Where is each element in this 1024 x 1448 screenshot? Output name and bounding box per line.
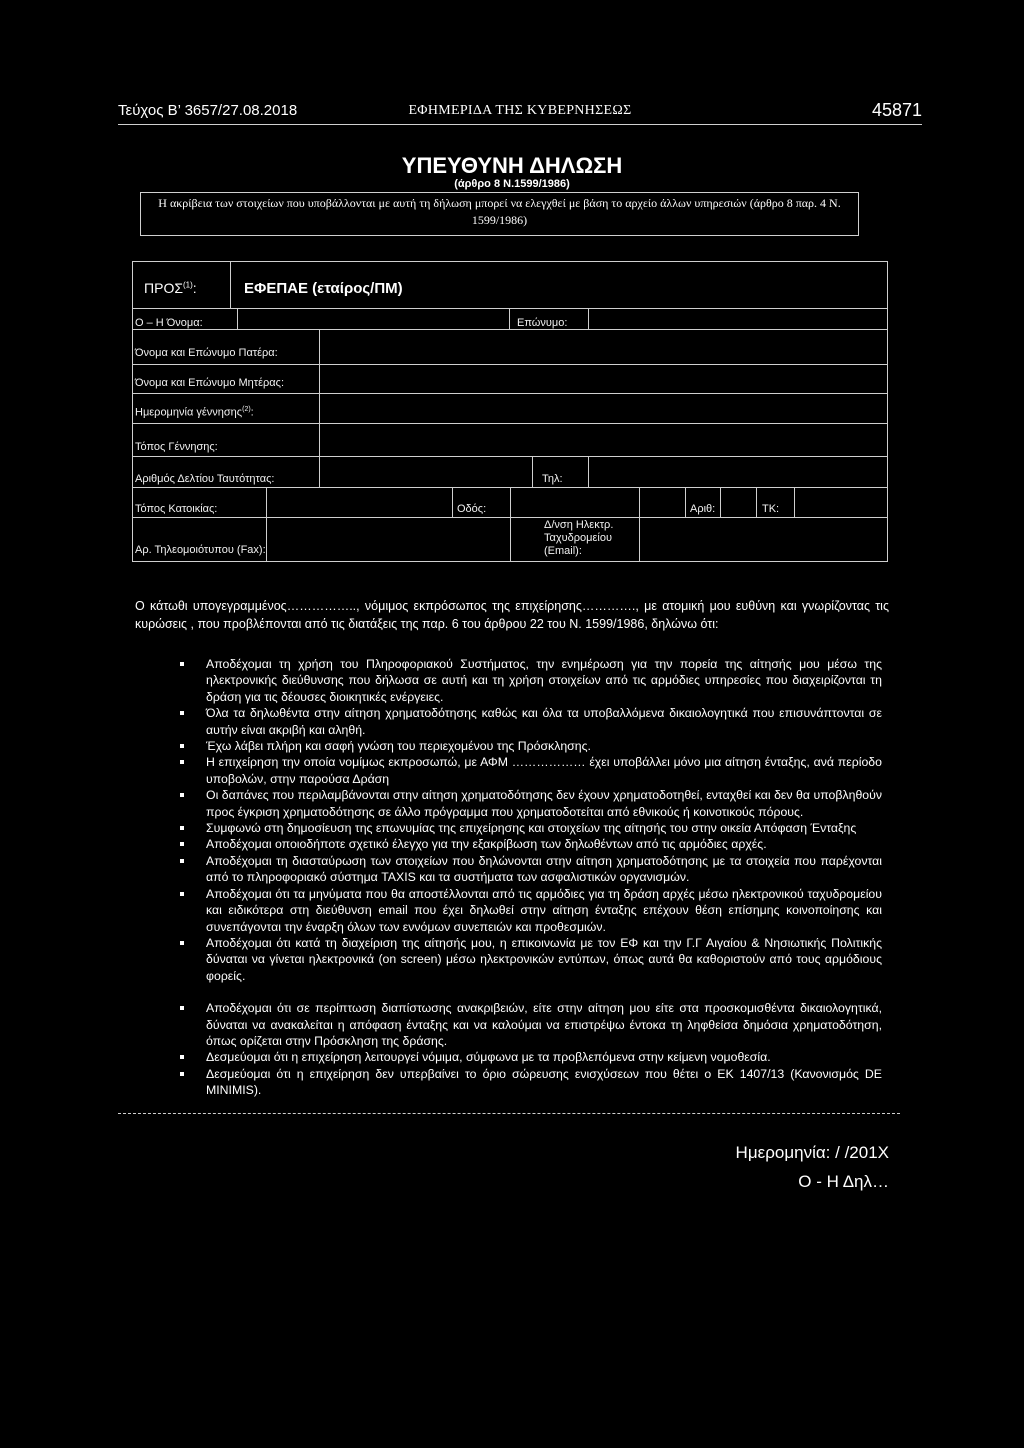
recipient-value: ΕΦΕΠΑΕ (εταίρος/ΠΜ) xyxy=(244,280,403,297)
surname-label: Επώνυμο: xyxy=(517,317,568,329)
street-number-field[interactable] xyxy=(721,488,756,517)
list-item: Αποδέχομαι οποιοδήποτε σχετικό έλεγχο για την εξακρίβωση των δηλωθέντων από τις αρμόδιες αρχές. xyxy=(180,836,882,852)
accuracy-note: Η ακρίβεια των στοιχείων που υποβάλλονται με αυτή τη δήλωση μπορεί να ελεγχθεί με βάση το αρχείο άλλων υπηρεσιών (άρθρο 8 παρ. 4 Ν. 1599/1986) xyxy=(140,192,859,236)
dashed-separator xyxy=(118,1113,900,1114)
col-divider xyxy=(509,308,510,329)
col-divider xyxy=(685,487,686,517)
list-item: Αποδέχομαι τη χρήση του Πληροφοριακού Συστήματος, την ενημέρωση για την πορεία της αίτησής μου μέσω της ηλεκτρονικής διεύθυνσης που δήλωσα σε αυτή και τη χρήση στοιχείων από τις αρμόδιες υπηρεσίες που διαχειρίζονται τη δράση για τις δέουσες διοικητικές ενέργειες. xyxy=(180,656,882,705)
recipient-label: ΠΡΟΣ$^{(1)}$: xyxy=(144,280,197,296)
bullet-square-icon xyxy=(180,842,184,846)
street-label: Οδός: xyxy=(457,503,487,515)
bullet-square-icon xyxy=(180,793,184,797)
list-item: Οι δαπάνες που περιλαμβάνονται στην αίτηση χρηματοδότησης δεν έχουν χρηματοδοτηθεί, ενταχθεί και δεν θα υποβληθούν προς έγκριση χρηματοδότησης σε άλλο πρόγραμμα που χρηματοδοτείται από εθνικούς ή κοινοτικούς πόρους. xyxy=(180,787,882,820)
birth-date-label: Ημερομηνία γέννησης$^{(2)}$: xyxy=(135,406,254,419)
residence-field[interactable] xyxy=(267,488,452,517)
street-field[interactable] xyxy=(511,488,639,517)
street-number-label: Αριθ: xyxy=(690,503,716,515)
list-item: Όλα τα δηλωθέντα στην αίτηση χρηματοδότησης καθώς και όλα τα υποβαλλόμενα δικαιολογητικά που επισυνάπτονται σε αυτήν είναι ακριβή και αληθή. xyxy=(180,705,882,738)
page-number: 45871 xyxy=(871,100,922,120)
col-divider xyxy=(532,456,533,487)
bullet-square-icon xyxy=(180,662,184,666)
list-item: Δεσμεύομαι ότι η επιχείρηση δεν υπερβαίνει το όριο σώρευσης ενισχύσεων που θέτει ο ΕΚ 1407/13 (Κανονισμός DE MINIMIS). xyxy=(180,1066,882,1099)
list-spacer xyxy=(180,984,882,1000)
signer-label: Ο - Η Δηλ… xyxy=(798,1172,889,1191)
birth-place-field[interactable] xyxy=(320,424,887,456)
mother-name-label: Όνομα και Επώνυμο Μητέρας: xyxy=(135,377,285,389)
email-label: Δ/νση Ηλεκτρ. Ταχυδρομείου (Email): xyxy=(544,519,614,557)
list-item: Αποδέχομαι ότι κατά τη διαχείριση της αίτησής μου, η επικοινωνία με τον ΕΦ και την Γ.Γ Αιγαίου & Νησιωτικής Πολιτικής δύναται να γίνεται ηλεκτρονικά (on screen) μέσω ηλεκτρονικών εντύπων, όπως αυτά θα καθοριστούν από τους αρμόδιους φορείς. xyxy=(180,935,882,984)
form-border-top xyxy=(132,261,888,262)
id-number-label: Αριθμός Δελτίου Ταυτότητας: xyxy=(135,473,275,485)
declaration-intro: Ο κάτωθι υπογεγραμμένος…………….., νόμιμος εκπρόσωπος της επιχείρησης…………., με ατομική μου ευθύνη και γνωρίζοντας τις κυρώσεις , που προβλέπονται από τις διατάξεις της παρ. 6 του άρθρου 22 του Ν. 1599/1986, δηλώνω ότι: xyxy=(135,599,889,631)
birth-date-field[interactable] xyxy=(320,394,887,423)
fax-field[interactable] xyxy=(267,518,510,561)
postcode-field[interactable] xyxy=(795,488,887,517)
col-divider xyxy=(756,487,757,517)
bullet-square-icon xyxy=(180,760,184,764)
id-number-field[interactable] xyxy=(320,457,532,487)
bullet-square-icon xyxy=(180,1006,184,1010)
bullet-square-icon xyxy=(180,892,184,896)
document-title: ΥΠΕΥΘΥΝΗ ΔΗΛΩΣΗ xyxy=(401,153,623,178)
first-name-field[interactable] xyxy=(238,309,508,329)
fax-label: Αρ. Τηλεομοιότυπου (Fax): xyxy=(135,544,266,556)
list-item: Έχω λάβει πλήρη και σαφή γνώση του περιεχομένου της Πρόσκλησης. xyxy=(180,738,882,754)
list-item: Συμφωνώ στη δημοσίευση της επωνυμίας της επιχείρησης και στοιχείων της αίτησής του στην οικεία Απόφαση Ένταξης xyxy=(180,820,882,836)
mother-name-field[interactable] xyxy=(320,365,887,393)
email-field[interactable] xyxy=(640,518,887,561)
bullet-square-icon xyxy=(180,711,184,715)
col-divider xyxy=(230,261,231,308)
issue-reference: Τεύχος Β’ 3657/27.08.2018 xyxy=(118,102,298,119)
residence-label: Τόπος Κατοικίας: xyxy=(135,503,218,515)
list-item: Αποδέχομαι ότι σε περίπτωση διαπίστωσης ανακριβειών, είτε στην αίτηση μου είτε στα προσκομισθέντα δικαιολογητικά, δύναται να ανακαλείται η απόφαση ένταξης και να καλούμαι να επιστρέψω έντοκα τη ληφθείσα δημόσια χρηματοδότηση, όπως ορίζεται στην Πρόσκληση της δράσης. xyxy=(180,1000,882,1049)
declaration-form xyxy=(132,261,888,562)
father-name-field[interactable] xyxy=(320,330,887,364)
birth-place-label: Τόπος Γέννησης: xyxy=(135,441,218,453)
gazette-name: ΕΦΗΜΕΡΙΔΑ ΤΗΣ ΚΥΒΕΡΝΗΣΕΩΣ xyxy=(408,103,632,118)
first-name-label: Ο – Η Όνομα: xyxy=(135,317,203,329)
page-header xyxy=(118,100,922,125)
signature-date: Ημερομηνία: / /201Χ xyxy=(735,1143,889,1162)
declarations-list xyxy=(180,656,882,1099)
bullet-square-icon xyxy=(180,859,184,863)
list-item: Δεσμεύομαι ότι η επιχείρηση λειτουργεί νόμιμα, σύμφωνα με τα προβλεπόμενα στην κείμενη νομοθεσία. xyxy=(180,1049,882,1065)
list-item: Αποδέχομαι τη διασταύρωση των στοιχείων που δηλώνονται στην αίτηση χρηματοδότησης με τα στοιχεία που παρέχονται από το πληροφοριακό σύστημα TAXIS και τα συστήματα των ασφαλιστικών οργανισμών. xyxy=(180,853,882,886)
bullet-square-icon xyxy=(180,744,184,748)
postcode-label: ΤΚ: xyxy=(762,503,780,515)
list-item: Αποδέχομαι ότι τα μηνύματα που θα αποστέλλονται από τις αρμόδιες για τη δράση αρχές μέσω ηλεκτρονικού ταχυδρομείου και ειδικότερα στη διεύθυνση email που έχει δηλωθεί στην αίτηση ένταξης επέχουν θέση επίσημης κοινοποίησης και συνεπάγονται την έναρξη όλων των εννόμων συνεπειών και προθεσμιών. xyxy=(180,886,882,935)
father-name-label: Όνομα και Επώνυμο Πατέρα: xyxy=(135,347,278,359)
col-divider xyxy=(452,487,453,517)
phone-label: Τηλ: xyxy=(542,473,563,485)
bullet-square-icon xyxy=(180,1055,184,1059)
bullet-square-icon xyxy=(180,826,184,830)
bullet-square-icon xyxy=(180,1072,184,1076)
list-item: Η επιχείρηση την οποία νομίμως εκπροσωπώ, με ΑΦΜ ……………… έχει υποβάλλει μόνο μια αίτηση ένταξης, ανά περίοδο υποβολών, στην παρούσα Δράση xyxy=(180,754,882,787)
surname-field[interactable] xyxy=(589,309,887,329)
document-subtitle: (άρθρο 8 Ν.1599/1986) xyxy=(454,178,570,190)
bullet-square-icon xyxy=(180,941,184,945)
phone-field[interactable] xyxy=(589,457,887,487)
